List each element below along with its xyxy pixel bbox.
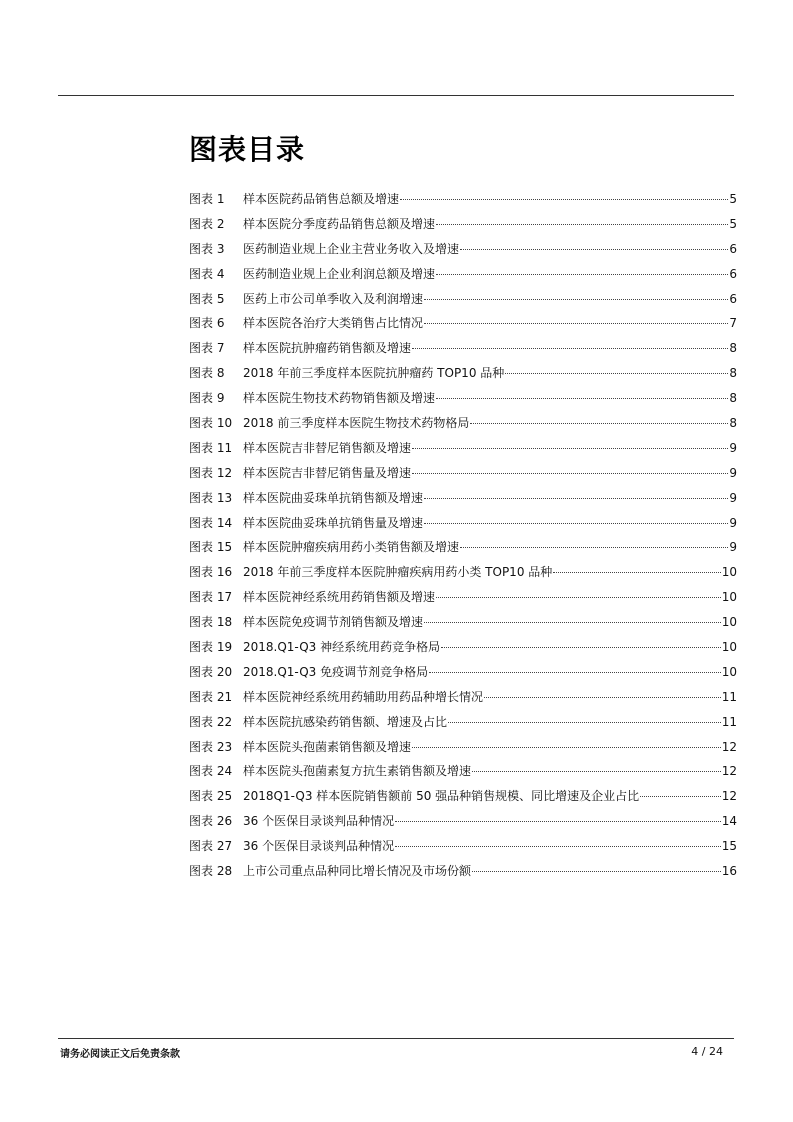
toc-entry-page: 5 <box>729 192 737 206</box>
toc-dot-leader <box>395 821 721 822</box>
toc-entry-label: 图表 10 <box>189 416 233 431</box>
toc-dot-leader <box>436 274 728 275</box>
toc-entry-page: 6 <box>729 266 737 281</box>
toc-entry-title: 医药制造业规上企业利润总额及增速 <box>243 266 436 281</box>
toc-dot-leader <box>470 423 728 424</box>
toc-entry-page: 9 <box>729 490 737 505</box>
toc-entry-page: 16 <box>721 864 737 879</box>
toc-entry-title: 2018Q1-Q3 样本医院销售额前 50 强品种销售规模、同比增速及企业占比 <box>243 789 640 804</box>
toc-entry-label: 图表 17 <box>189 590 233 605</box>
toc-entry-title: 2018 年前三季度样本医院肿瘤疾病用药小类 TOP10 品种 <box>243 565 553 580</box>
toc-entry[interactable] <box>189 336 737 361</box>
toc-entry-title: 医药上市公司单季收入及利润增速 <box>243 291 424 306</box>
toc-entry-title: 2018 年前三季度样本医院抗肿瘤药 TOP10 品种 <box>243 366 505 381</box>
toc-entry[interactable] <box>189 287 737 312</box>
toc-entry-title: 样本医院头孢菌素销售额及增速 <box>243 739 412 754</box>
toc-dot-leader <box>505 373 728 374</box>
toc-entry[interactable] <box>189 560 737 585</box>
toc-entry-page: 11 <box>721 714 737 729</box>
toc-entry-label: 图表 5 <box>189 291 225 306</box>
header-rule <box>58 95 734 96</box>
toc-entry-label: 图表 14 <box>189 515 233 530</box>
toc-entry-page: 6 <box>729 241 737 256</box>
toc-entry-label: 图表 11 <box>189 440 233 455</box>
toc-entry-title: 样本医院头孢菌素复方抗生素销售额及增速 <box>243 764 472 779</box>
toc-entry-page: 10 <box>721 640 737 655</box>
toc-entry-title: 样本医院生物技术药物销售额及增速 <box>243 391 436 406</box>
toc-entry-title: 样本医院肿瘤疾病用药小类销售额及增速 <box>243 540 460 555</box>
toc-entry-page: 9 <box>729 465 737 480</box>
toc-entry[interactable] <box>189 710 737 735</box>
toc-entry[interactable] <box>189 585 737 610</box>
toc-entry[interactable] <box>189 262 737 287</box>
toc-entry-page: 9 <box>729 540 737 555</box>
toc-entry[interactable] <box>189 809 737 834</box>
toc-dot-leader <box>460 249 728 250</box>
toc-entry[interactable] <box>189 436 737 461</box>
toc-dot-leader <box>441 647 721 648</box>
toc-entry[interactable] <box>189 311 737 336</box>
toc-entry[interactable] <box>189 735 737 760</box>
page-title: 图表目录 <box>189 133 306 166</box>
toc-dot-leader <box>412 473 728 474</box>
toc-dot-leader <box>460 547 728 548</box>
toc-entry-page: 8 <box>729 416 737 431</box>
toc-entry[interactable] <box>189 610 737 635</box>
toc-entry-label: 图表 13 <box>189 490 233 505</box>
toc-entry-title: 2018.Q1-Q3 免疫调节剂竞争格局 <box>243 664 429 679</box>
toc-entry-title: 2018 前三季度样本医院生物技术药物格局 <box>243 416 470 431</box>
toc-entry-label: 图表 26 <box>189 814 233 829</box>
toc-dot-leader <box>429 672 721 673</box>
toc-entry[interactable] <box>189 535 737 560</box>
toc-dot-leader <box>412 348 728 349</box>
toc-entry-page: 7 <box>729 316 737 331</box>
toc-entry-title: 样本医院分季度药品销售总额及增速 <box>243 216 436 231</box>
toc-entry-title: 36 个医保目录谈判品种情况 <box>243 814 395 829</box>
toc-dot-leader <box>424 498 728 499</box>
toc-entry-title: 36 个医保目录谈判品种情况 <box>243 839 395 854</box>
toc-dot-leader <box>448 722 721 723</box>
toc-entry[interactable] <box>189 784 737 809</box>
toc-entry-title: 样本医院神经系统用药辅助用药品种增长情况 <box>243 689 484 704</box>
toc-entry[interactable] <box>189 237 737 262</box>
toc-entry-page: 9 <box>729 515 737 530</box>
toc-entry-page: 12 <box>721 789 737 804</box>
toc-entry-label: 图表 15 <box>189 540 233 555</box>
toc-dot-leader <box>436 398 728 399</box>
toc-entry-label: 图表 22 <box>189 714 233 729</box>
toc-entry-label: 图表 6 <box>189 316 225 331</box>
toc-dot-leader <box>400 199 728 200</box>
toc-entry-title: 样本医院吉非替尼销售量及增速 <box>243 465 412 480</box>
toc-entry-page: 12 <box>721 739 737 754</box>
toc-entry-title: 上市公司重点品种同比增长情况及市场份额 <box>243 864 472 879</box>
toc-entry-page: 6 <box>729 291 737 306</box>
toc-entry-page: 10 <box>721 590 737 605</box>
toc-entry-title: 样本医院药品销售总额及增速 <box>243 192 400 206</box>
toc-entry-title: 样本医院抗肿瘤药销售额及增速 <box>243 341 412 356</box>
toc-entry-page: 5 <box>729 216 737 231</box>
toc-entry[interactable] <box>189 635 737 660</box>
toc-dot-leader <box>640 796 721 797</box>
toc-entry-title: 样本医院曲妥珠单抗销售量及增速 <box>243 515 424 530</box>
toc-entry-page: 10 <box>721 615 737 630</box>
toc-entry-label: 图表 18 <box>189 615 233 630</box>
toc-dot-leader <box>424 323 728 324</box>
footer-page-number: 4 / 24 <box>691 1045 723 1058</box>
toc-dot-leader <box>412 448 728 449</box>
toc-entry-label: 图表 24 <box>189 764 233 779</box>
toc-entry-label: 图表 8 <box>189 366 225 381</box>
toc-entry-label: 图表 7 <box>189 341 225 356</box>
toc-entry-page: 14 <box>721 814 737 829</box>
toc-entry-label: 图表 9 <box>189 391 225 406</box>
toc-entry[interactable] <box>189 386 737 411</box>
toc-entry-page: 15 <box>721 839 737 854</box>
footer-disclaimer: 请务必阅读正文后免责条款 <box>60 1049 180 1060</box>
toc-entry-title: 样本医院抗感染药销售额、增速及占比 <box>243 714 448 729</box>
toc-entry-page: 10 <box>721 664 737 679</box>
toc-entry-page: 9 <box>729 440 737 455</box>
toc-dot-leader <box>436 224 728 225</box>
toc-entry[interactable] <box>189 859 737 884</box>
toc-entry-title: 样本医院曲妥珠单抗销售额及增速 <box>243 490 424 505</box>
toc-entry[interactable] <box>189 660 737 685</box>
toc-entry-page: 10 <box>721 565 737 580</box>
toc-entry-title: 样本医院神经系统用药销售额及增速 <box>243 590 436 605</box>
toc-entry[interactable] <box>189 486 737 511</box>
toc-entry-title: 医药制造业规上企业主营业务收入及增速 <box>243 241 460 256</box>
toc-entry-label: 图表 25 <box>189 789 233 804</box>
toc-entry-label: 图表 19 <box>189 640 233 655</box>
toc-entry-page: 8 <box>729 341 737 356</box>
toc-dot-leader <box>424 299 728 300</box>
toc-entry-label: 图表 28 <box>189 864 233 879</box>
toc-dot-leader <box>424 523 728 524</box>
toc-entry-label: 图表 16 <box>189 565 233 580</box>
toc-entry-label: 图表 27 <box>189 839 233 854</box>
toc-entry-label: 图表 2 <box>189 216 225 231</box>
toc-entry-label: 图表 20 <box>189 664 233 679</box>
toc-entry[interactable] <box>189 411 737 436</box>
toc-dot-leader <box>472 871 721 872</box>
toc-entry-label: 图表 21 <box>189 689 233 704</box>
toc-entry[interactable] <box>189 461 737 486</box>
toc-dot-leader <box>424 622 721 623</box>
table-of-figures <box>189 187 737 884</box>
toc-dot-leader <box>395 846 721 847</box>
toc-entry-page: 12 <box>721 764 737 779</box>
toc-entry-label: 图表 23 <box>189 739 233 754</box>
toc-dot-leader <box>472 771 721 772</box>
toc-entry-page: 8 <box>729 366 737 381</box>
toc-entry[interactable] <box>189 511 737 536</box>
toc-entry-title: 样本医院吉非替尼销售额及增速 <box>243 440 412 455</box>
toc-dot-leader <box>436 597 721 598</box>
toc-entry-label: 图表 1 <box>189 192 225 206</box>
toc-entry-page: 11 <box>721 689 737 704</box>
toc-dot-leader <box>484 697 721 698</box>
toc-entry-title: 2018.Q1-Q3 神经系统用药竞争格局 <box>243 640 441 655</box>
toc-dot-leader <box>412 747 721 748</box>
toc-entry[interactable] <box>189 685 737 710</box>
footer-rule <box>58 1038 734 1039</box>
toc-entry[interactable] <box>189 212 737 237</box>
toc-entry-page: 8 <box>729 391 737 406</box>
toc-dot-leader <box>553 572 720 573</box>
toc-entry[interactable] <box>189 759 737 784</box>
toc-entry-label: 图表 3 <box>189 241 225 256</box>
toc-entry-title: 样本医院免疫调节剂销售额及增速 <box>243 615 424 630</box>
toc-entry[interactable] <box>189 361 737 386</box>
toc-entry-label: 图表 4 <box>189 266 225 281</box>
toc-entry-label: 图表 12 <box>189 465 233 480</box>
toc-entry[interactable] <box>189 834 737 859</box>
toc-entry[interactable] <box>189 187 737 212</box>
toc-entry-title: 样本医院各治疗大类销售占比情况 <box>243 316 424 331</box>
